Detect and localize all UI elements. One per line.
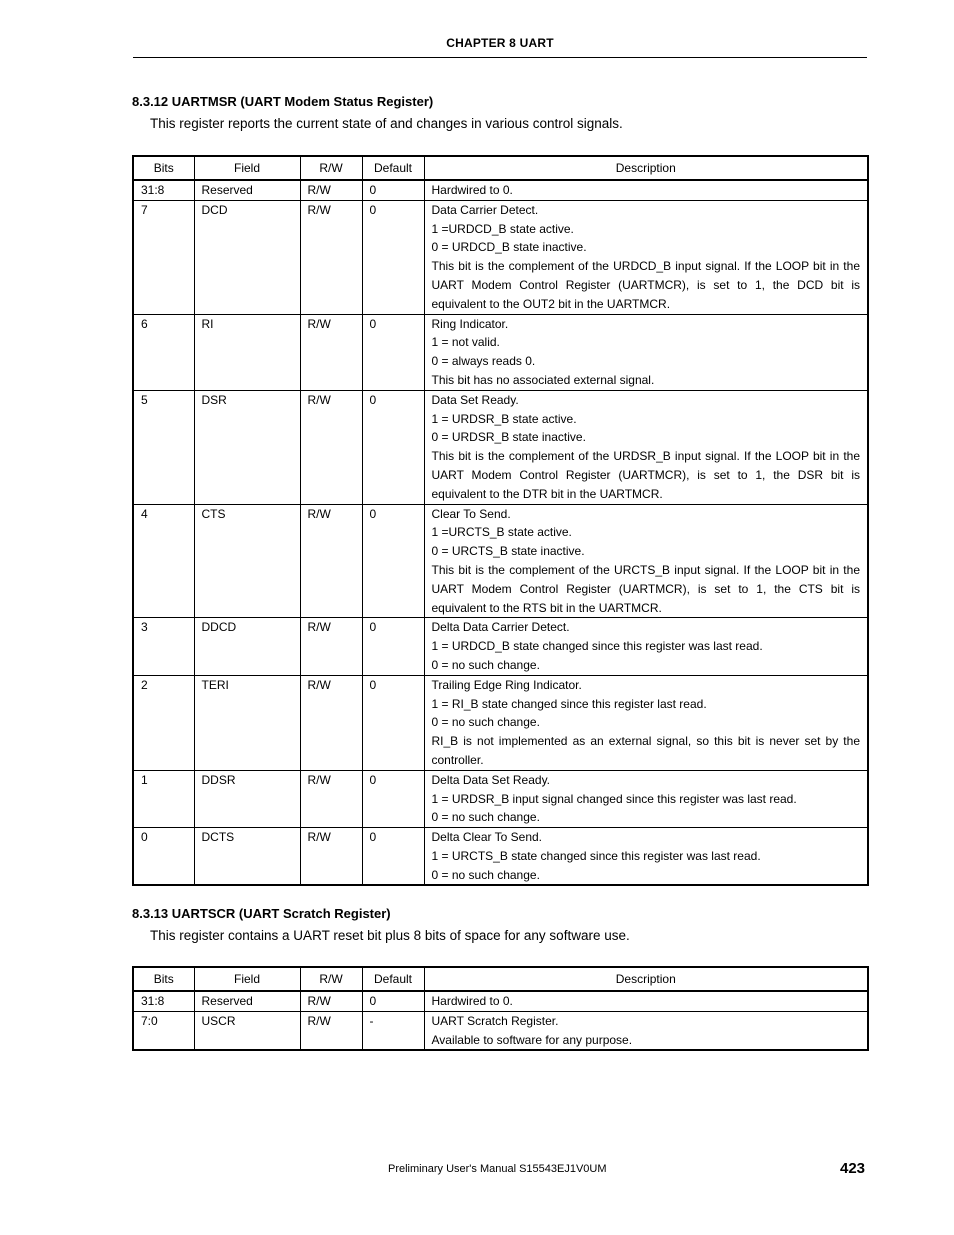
description-cell xyxy=(424,314,868,390)
column-header-rw: R/W xyxy=(300,156,362,180)
default-cell: 0 xyxy=(362,770,424,827)
column-header-default: Default xyxy=(362,156,424,180)
bits-cell: 0 xyxy=(133,828,194,886)
default-cell: - xyxy=(362,1011,424,1050)
table-row xyxy=(133,314,868,390)
description-line: Delta Data Carrier Detect. xyxy=(431,620,570,635)
table-row xyxy=(133,180,868,200)
bits-cell: 31:8 xyxy=(133,991,194,1011)
column-header-description: Description xyxy=(424,156,868,180)
description-line: Ring Indicator. xyxy=(431,316,509,331)
description-cell xyxy=(424,390,868,504)
column-header-rw: R/W xyxy=(300,967,362,991)
description-line: Data Carrier Detect. xyxy=(431,202,539,217)
description-line: This bit has no associated external signal. xyxy=(431,372,655,387)
table-row xyxy=(133,390,868,504)
bits-cell: 7:0 xyxy=(133,1011,194,1050)
rw-cell: R/W xyxy=(300,675,362,770)
rw-cell: R/W xyxy=(300,314,362,390)
rw-cell: R/W xyxy=(300,618,362,675)
footer-manual-id: Preliminary User's Manual S15543EJ1V0UM xyxy=(388,1163,607,1175)
uartscr-register-table xyxy=(132,966,869,1051)
field-cell: DCD xyxy=(194,200,300,314)
field-cell: DCTS xyxy=(194,828,300,886)
bits-cell: 7 xyxy=(133,200,194,314)
description-line: This bit is the complement of the URDSR_B input signal. If the LOOP bit in the UART Modem Control Register (UARTMCR), is set to 1, the DSR bit is equivalent to the DTR bit in the UARTMCR. xyxy=(431,449,860,501)
description-line: Data Set Ready. xyxy=(431,392,519,407)
bits-cell: 4 xyxy=(133,504,194,618)
description-line: Trailing Edge Ring Indicator. xyxy=(431,677,582,692)
default-cell: 0 xyxy=(362,504,424,618)
description-cell xyxy=(424,618,868,675)
description-line: 1 = URDSR_B state active. xyxy=(431,411,577,426)
section-title-uartmsr: 8.3.12 UARTMSR (UART Modem Status Register) xyxy=(132,94,434,109)
header-rule xyxy=(133,57,867,58)
section-intro-uartscr: This register contains a UART reset bit plus 8 bits of space for any software use. xyxy=(150,928,630,943)
table-header-row xyxy=(133,967,868,991)
section-intro-uartmsr: This register reports the current state of and changes in various control signals. xyxy=(150,116,623,131)
field-cell: Reserved xyxy=(194,991,300,1011)
description-line: UART Scratch Register. xyxy=(431,1013,559,1028)
bits-cell: 2 xyxy=(133,675,194,770)
default-cell: 0 xyxy=(362,314,424,390)
bits-cell: 3 xyxy=(133,618,194,675)
description-cell xyxy=(424,770,868,827)
description-line: 0 = no such change. xyxy=(431,810,540,825)
column-header-field: Field xyxy=(194,156,300,180)
description-line: 1 = RI_B state changed since this register last read. xyxy=(431,696,707,711)
bits-cell: 31:8 xyxy=(133,180,194,200)
description-line: 0 = always reads 0. xyxy=(431,354,536,369)
rw-cell: R/W xyxy=(300,200,362,314)
column-header-bits: Bits xyxy=(133,156,194,180)
default-cell: 0 xyxy=(362,675,424,770)
rw-cell: R/W xyxy=(300,828,362,886)
description-line: 0 = no such change. xyxy=(431,715,540,730)
description-line: 1 = URCTS_B state changed since this register was last read. xyxy=(431,848,761,863)
rw-cell: R/W xyxy=(300,991,362,1011)
rw-cell: R/W xyxy=(300,180,362,200)
bits-cell: 5 xyxy=(133,390,194,504)
description-line: Hardwired to 0. xyxy=(431,994,513,1008)
description-cell xyxy=(424,828,868,886)
description-cell xyxy=(424,180,868,200)
bits-cell: 1 xyxy=(133,770,194,827)
page-number: 423 xyxy=(840,1160,866,1177)
table-row xyxy=(133,770,868,827)
description-line: Hardwired to 0. xyxy=(431,183,513,197)
default-cell: 0 xyxy=(362,828,424,886)
field-cell: CTS xyxy=(194,504,300,618)
description-line: Clear To Send. xyxy=(431,506,511,521)
rw-cell: R/W xyxy=(300,1011,362,1050)
description-cell xyxy=(424,1011,868,1050)
description-line: 1 =URDCD_B state active. xyxy=(431,221,574,236)
uartmsr-register-table xyxy=(132,155,869,886)
field-cell: RI xyxy=(194,314,300,390)
description-line: RI_B is not implemented as an external signal, so this bit is never set by the controller. xyxy=(431,734,860,767)
table-header-row xyxy=(133,156,868,180)
table-row xyxy=(133,828,868,886)
description-line: Delta Clear To Send. xyxy=(431,830,543,845)
column-header-bits: Bits xyxy=(133,967,194,991)
rw-cell: R/W xyxy=(300,770,362,827)
field-cell: TERI xyxy=(194,675,300,770)
table-row xyxy=(133,200,868,314)
bits-cell: 6 xyxy=(133,314,194,390)
rw-cell: R/W xyxy=(300,504,362,618)
description-line: 0 = URCTS_B state inactive. xyxy=(431,544,585,559)
description-line: 0 = URDCD_B state inactive. xyxy=(431,240,587,255)
default-cell: 0 xyxy=(362,991,424,1011)
field-cell: Reserved xyxy=(194,180,300,200)
column-header-field: Field xyxy=(194,967,300,991)
field-cell: DSR xyxy=(194,390,300,504)
default-cell: 0 xyxy=(362,180,424,200)
description-line: 1 = URDSR_B input signal changed since this register was last read. xyxy=(431,791,797,806)
field-cell: USCR xyxy=(194,1011,300,1050)
field-cell: DDSR xyxy=(194,770,300,827)
table-row xyxy=(133,618,868,675)
default-cell: 0 xyxy=(362,390,424,504)
description-line: This bit is the complement of the URDCD_B input signal. If the LOOP bit in the UART Modem Control Register (UARTMCR), is set to 1, the DCD bit is equivalent to the OUT2 bit in the UARTMCR. xyxy=(431,259,860,311)
description-line: 0 = no such change. xyxy=(431,867,540,882)
table-row xyxy=(133,1011,868,1050)
description-line: 0 = URDSR_B state inactive. xyxy=(431,430,586,445)
description-cell xyxy=(424,991,868,1011)
description-line: 1 =URCTS_B state active. xyxy=(431,525,572,540)
column-header-default: Default xyxy=(362,967,424,991)
chapter-header: CHAPTER 8 UART xyxy=(446,36,554,50)
description-cell xyxy=(424,675,868,770)
description-cell xyxy=(424,504,868,618)
description-line: Available to software for any purpose. xyxy=(431,1032,633,1047)
table-row xyxy=(133,675,868,770)
table-row xyxy=(133,991,868,1011)
description-line: This bit is the complement of the URCTS_B input signal. If the LOOP bit in the UART Modem Control Register (UARTMCR), is set to 1, the CTS bit is equivalent to the RTS bit in the UARTMCR. xyxy=(431,562,860,615)
description-line: 1 = URDCD_B state changed since this register was last read. xyxy=(431,639,763,654)
field-cell: DDCD xyxy=(194,618,300,675)
description-line: 1 = not valid. xyxy=(431,335,500,350)
default-cell: 0 xyxy=(362,618,424,675)
column-header-description: Description xyxy=(424,967,868,991)
description-cell xyxy=(424,200,868,314)
description-line: 0 = no such change. xyxy=(431,657,540,672)
table-row xyxy=(133,504,868,618)
section-title-uartscr: 8.3.13 UARTSCR (UART Scratch Register) xyxy=(132,906,391,921)
rw-cell: R/W xyxy=(300,390,362,504)
default-cell: 0 xyxy=(362,200,424,314)
description-line: Delta Data Set Ready. xyxy=(431,772,551,787)
